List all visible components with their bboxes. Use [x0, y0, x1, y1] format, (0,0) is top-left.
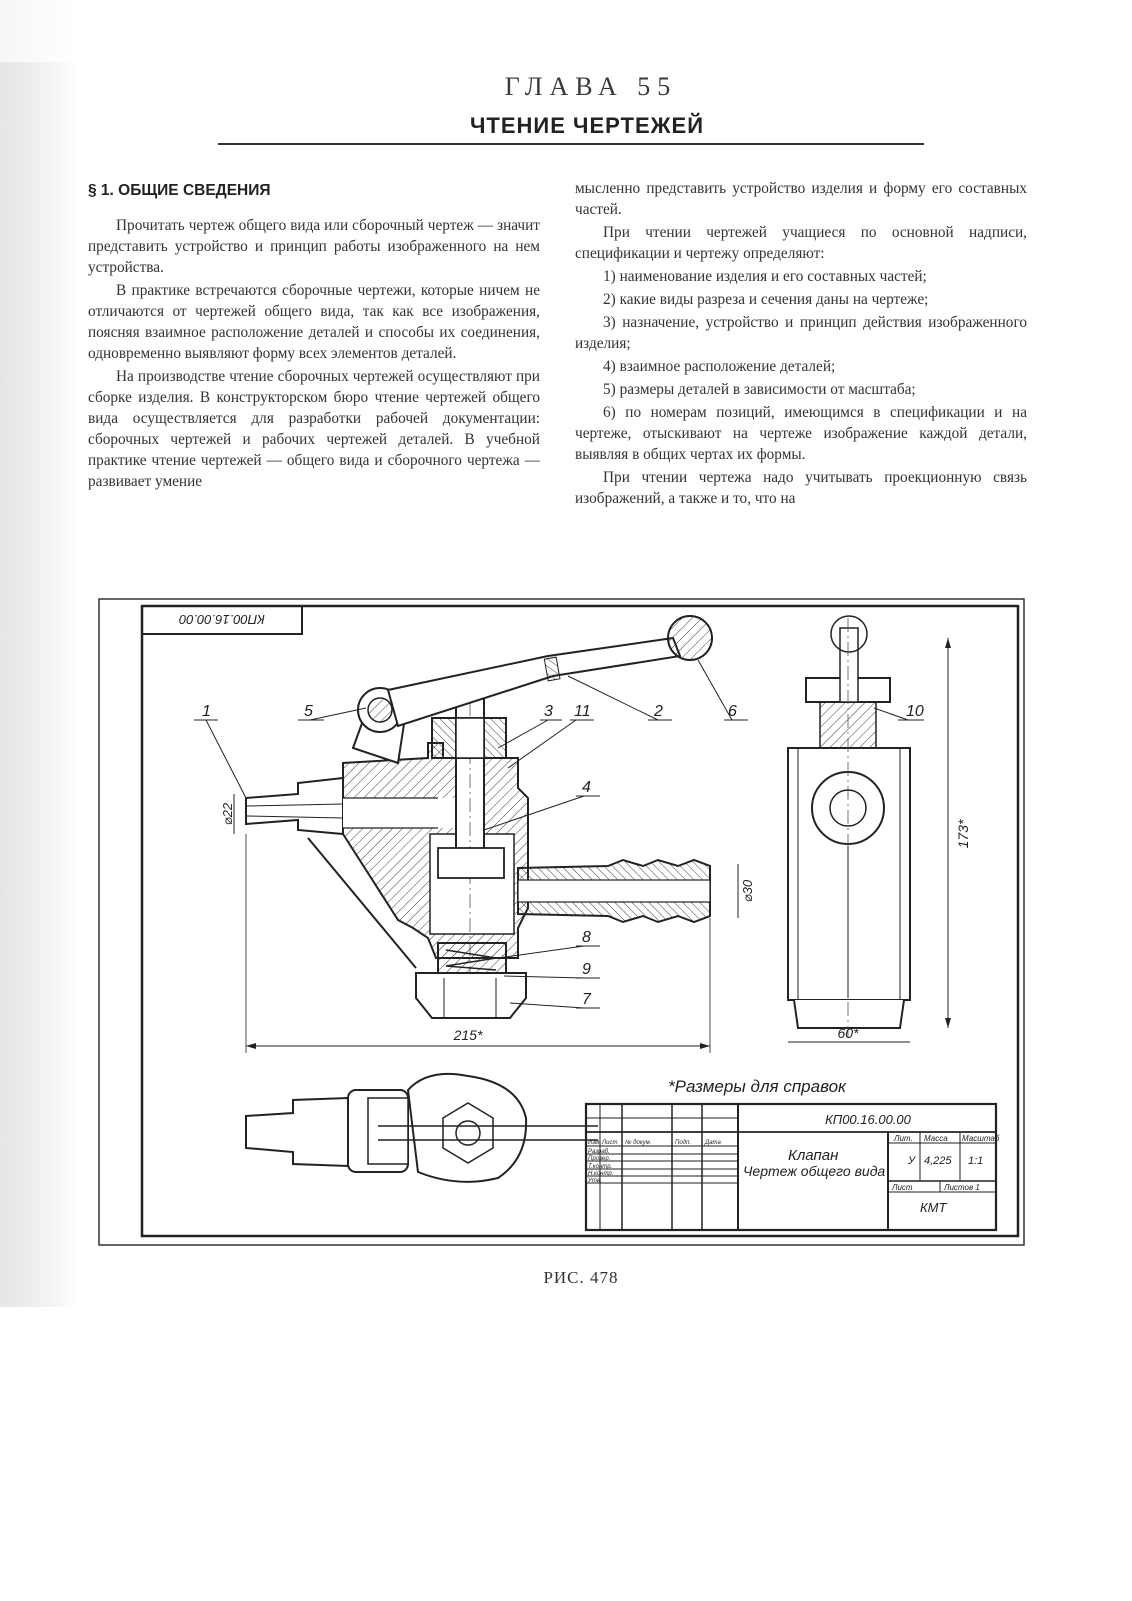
tb-role: Т.контр.	[588, 1164, 613, 1170]
book-spine-shadow	[0, 62, 78, 1307]
tb-sheets: Листов 1	[944, 1183, 980, 1192]
callout-8: 8	[582, 929, 591, 946]
list-item: 2) какие виды разреза и сечения даны на чертеже;	[603, 291, 929, 308]
title-block-name: Клапан	[788, 1147, 839, 1164]
tb-row-sign: Подп.	[675, 1140, 691, 1146]
list-item: 1) наименование изделия и его составных частей;	[603, 268, 927, 285]
tb-role: Провер.	[588, 1156, 611, 1162]
tb-org: КМТ	[920, 1200, 947, 1215]
paragraph: При чтении чертежа надо учитывать проекционную связь изображений, а также и то, что на	[575, 469, 1027, 507]
top-stamp-code: КП00.16.00.00	[179, 612, 265, 627]
handle-knob	[668, 616, 712, 660]
callout-5: 5	[304, 703, 313, 720]
top-view-nozzle	[246, 1098, 348, 1166]
paragraph: мысленно представить устройство изделия и форму его составных частей.	[575, 180, 1027, 218]
title-block-subtitle: Чертеж общего вида	[743, 1163, 886, 1179]
list-item: 4) взаимное расположение деталей;	[603, 358, 836, 375]
callout-11: 11	[574, 703, 591, 720]
paragraph: В практике встречаются сборочные чертежи, которые ничем не отличаются от чертежей общего вида, так как все изображения, поясняя взаимное расположение деталей и способы их соединения, одновременно выявляют форму всех элементов деталей.	[88, 282, 540, 362]
tb-row-doc: № докум.	[625, 1140, 652, 1146]
callout-10: 10	[906, 703, 924, 720]
tb-role: Разраб.	[588, 1149, 610, 1155]
tb-col-mass: Масса	[924, 1134, 948, 1143]
tb-col-scale: Масштаб	[962, 1134, 1000, 1143]
callout-9: 9	[582, 961, 591, 978]
callout-3: 3	[544, 703, 553, 720]
tb-col-lit: Лит.	[894, 1134, 913, 1143]
figure-caption: РИС. 478	[543, 1268, 619, 1287]
tb-role: Утв.	[588, 1178, 602, 1184]
dim-side-width: 60*	[837, 1025, 859, 1041]
dim-width: 215*	[453, 1027, 483, 1043]
callout-2: 2	[654, 703, 663, 720]
tb-sheet: Лист	[892, 1183, 913, 1192]
technical-drawing	[98, 598, 1025, 1248]
paragraph: На производстве чтение сборочных чертежей осуществляют при сборке изделия. В конструкторском бюро чтение чертежей общего вида осуществляется для разработки рабочей документации: сборочных чертежей и рабочих чертежей деталей. В учебной практике чтение чертежей — общего вида и сборочного чертежа — развивает умение	[88, 368, 540, 490]
dim-d30: ⌀30	[740, 879, 755, 903]
left-column	[88, 178, 540, 494]
bottom-plug	[416, 973, 526, 1018]
tb-lit: У	[908, 1155, 916, 1167]
callout-4: 4	[582, 779, 591, 796]
dim-d22: ⌀22	[220, 802, 235, 826]
callout-6: 6	[728, 703, 737, 720]
list-item: 6) по номерам позиций, имеющимся в спецификации и на чертеже, отыскивают на чертеже изображение каждой детали, выявляя в общих чертах их формы.	[575, 404, 1027, 463]
callout-7: 7	[582, 991, 591, 1008]
tb-row-date: Дата	[705, 1140, 721, 1146]
handle	[388, 638, 680, 726]
title-rule	[218, 143, 924, 145]
reference-note: *Размеры для справок	[668, 1077, 847, 1096]
section-title: § 1. ОБЩИЕ СВЕДЕНИЯ	[88, 182, 271, 199]
tb-row-izm: Изм.	[588, 1140, 601, 1146]
tb-mass: 4,225	[924, 1155, 952, 1167]
chapter-title: ЧТЕНИЕ ЧЕРТЕЖЕЙ	[469, 113, 705, 138]
tb-row-list: Лист	[602, 1140, 618, 1146]
paragraph: Прочитать чертеж общего вида или сборочный чертеж — значит представить устройство и принцип работы изображенного на нем устройства.	[88, 217, 540, 276]
list-item: 5) размеры деталей в зависимости от масштаба;	[603, 381, 916, 398]
drawing-svg	[98, 598, 1025, 1248]
chapter-number: ГЛАВА 55	[504, 72, 678, 101]
list-item: 3) назначение, устройство и принцип действия изображенного изделия;	[575, 314, 1027, 352]
paragraph: При чтении чертежей учащиеся по основной надписи, спецификации и чертежу определяют:	[575, 224, 1027, 262]
callout-1: 1	[202, 703, 211, 720]
right-column	[575, 178, 1027, 511]
tb-scale: 1:1	[968, 1155, 984, 1167]
tb-role: Н.контр.	[588, 1171, 614, 1177]
page-edge-shade	[0, 0, 74, 62]
title-block-code: КП00.16.00.00	[825, 1112, 911, 1127]
dim-height: 173*	[955, 819, 971, 849]
